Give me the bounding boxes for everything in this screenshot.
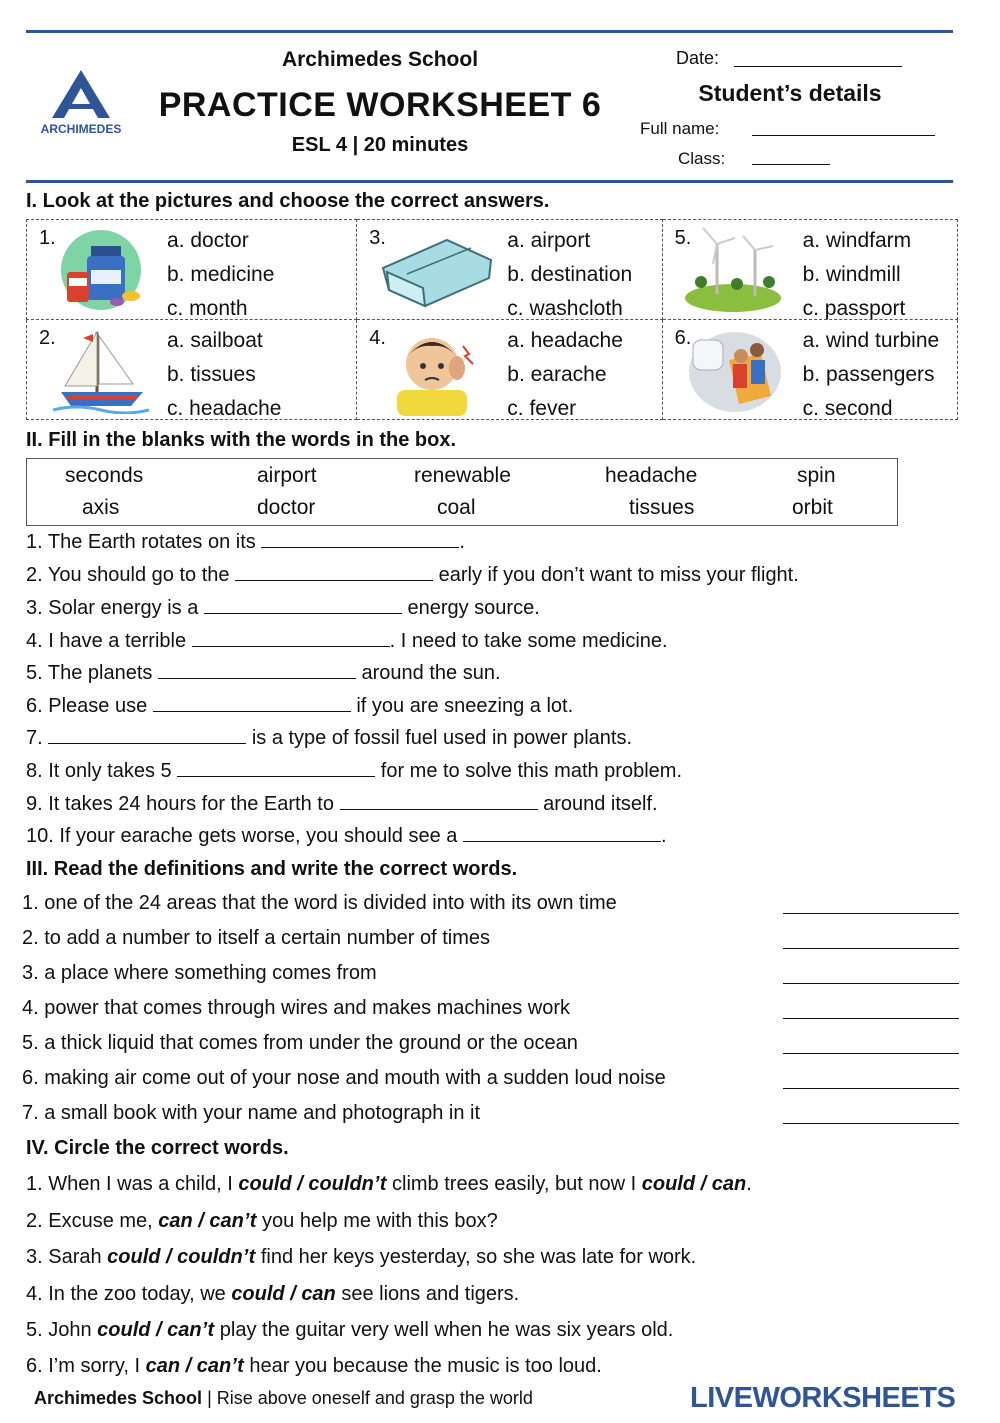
answer-option[interactable]: c. second xyxy=(802,397,893,420)
answer-option[interactable]: b. tissues xyxy=(167,363,256,386)
worksheet-subtitle: ESL 4 | 20 minutes xyxy=(291,134,469,156)
definition-line: 2. to add a number to itself a certain number of times xyxy=(22,927,491,949)
medicine-icon xyxy=(55,228,147,312)
section-2-title: II. Fill in the blanks with the words in the box. xyxy=(26,429,457,451)
word-box xyxy=(26,458,898,526)
fill-in-sentence: 4. I have a terrible . I need to take some medicine. xyxy=(26,630,668,652)
answer-option[interactable]: a. doctor xyxy=(167,229,249,252)
question-number: 6. xyxy=(674,327,692,349)
answer-option[interactable]: c. headache xyxy=(167,397,282,420)
definition-answer-blank[interactable] xyxy=(783,1018,959,1019)
footer-motto: | Rise above oneself and grasp the world xyxy=(207,1388,533,1408)
definition-line: 3. a place where something comes from xyxy=(22,962,377,984)
definition-answer-blank[interactable] xyxy=(783,1088,959,1089)
windfarm-icon xyxy=(683,224,783,314)
definition-answer-blank[interactable] xyxy=(783,983,959,984)
answer-blank[interactable] xyxy=(158,662,356,679)
answer-option[interactable]: c. fever xyxy=(507,397,577,420)
answer-option[interactable]: b. earache xyxy=(507,363,607,386)
circle-sentence: 2. Excuse me, can / can’t you help me with this box? xyxy=(26,1210,498,1232)
class-blank[interactable] xyxy=(752,164,830,165)
question-number: 4. xyxy=(369,327,386,349)
answer-option[interactable]: c. washcloth xyxy=(507,297,623,320)
earache-boy-icon xyxy=(387,324,477,416)
fill-in-sentence: 3. Solar energy is a energy source. xyxy=(26,597,540,619)
answer-blank[interactable] xyxy=(204,597,402,614)
choice-words[interactable]: could / can’t xyxy=(97,1319,215,1341)
section-4-title: IV. Circle the correct words. xyxy=(26,1137,289,1159)
answer-option[interactable]: a. headache xyxy=(507,329,623,352)
answer-option[interactable]: b. windmill xyxy=(802,263,901,286)
question-number: 5. xyxy=(674,227,692,249)
definition-answer-blank[interactable] xyxy=(783,1123,959,1124)
definition-answer-blank[interactable] xyxy=(783,913,959,914)
word-box-word: axis xyxy=(82,496,120,519)
washcloth-icon xyxy=(377,232,497,312)
sailboat-icon xyxy=(53,326,149,414)
footer xyxy=(34,1388,533,1409)
answer-option[interactable]: c. month xyxy=(167,297,248,320)
fill-in-sentence: 6. Please use if you are sneezing a lot. xyxy=(26,695,574,717)
answer-option[interactable]: c. passport xyxy=(802,297,906,320)
circle-sentence: 6. I’m sorry, I can / can’t hear you because the music is too loud. xyxy=(26,1355,602,1377)
answer-option[interactable]: a. sailboat xyxy=(167,329,263,352)
picture-question xyxy=(27,320,357,420)
fullname-blank[interactable] xyxy=(752,135,935,136)
choice-words[interactable]: can / can’t xyxy=(158,1210,257,1232)
question-number: 2. xyxy=(39,327,56,349)
answer-option[interactable]: a. airport xyxy=(507,229,591,252)
definition-line: 4. power that comes through wires and makes machines work xyxy=(22,997,571,1019)
word-box-word: orbit xyxy=(792,496,833,519)
definition-answer-blank[interactable] xyxy=(783,948,959,949)
section-3-title: III. Read the definitions and write the correct words. xyxy=(26,858,518,880)
fullname-label: Full name: xyxy=(640,119,720,138)
top-rule xyxy=(26,30,953,33)
fill-in-sentence: 10. If your earache gets worse, you should see a . xyxy=(26,825,667,847)
section-1-title: I. Look at the pictures and choose the correct answers. xyxy=(26,190,550,212)
circle-sentence: 3. Sarah could / couldn’t find her keys yesterday, so she was late for work. xyxy=(26,1246,697,1268)
picture-question xyxy=(662,320,957,420)
fill-in-sentence: 8. It only takes 5 for me to solve this math problem. xyxy=(26,760,682,782)
answer-blank[interactable] xyxy=(261,531,459,548)
word-box-word: headache xyxy=(605,464,698,487)
answer-option[interactable]: b. medicine xyxy=(167,263,275,286)
school-name: Archimedes School xyxy=(281,48,479,71)
fill-in-sentence: 7. is a type of fossil fuel used in power plants. xyxy=(26,727,633,749)
word-box-word: doctor xyxy=(257,496,316,519)
definition-line: 7. a small book with your name and photograph in it xyxy=(22,1102,481,1124)
choice-words[interactable]: could / can xyxy=(231,1283,336,1305)
worksheet-title: PRACTICE WORKSHEET 6 xyxy=(158,86,602,124)
answer-blank[interactable] xyxy=(48,727,246,744)
answer-option[interactable]: b. destination xyxy=(507,263,633,286)
answer-blank[interactable] xyxy=(192,630,390,647)
answer-option[interactable]: a. windfarm xyxy=(802,229,912,252)
circle-sentence: 5. John could / can’t play the guitar very well when he was six years old. xyxy=(26,1319,674,1341)
date-label: Date: xyxy=(676,48,720,68)
answer-blank[interactable] xyxy=(463,825,661,842)
student-details-heading: Student’s details xyxy=(698,80,882,106)
word-box-word: seconds xyxy=(65,464,144,487)
footer-school: Archimedes School xyxy=(34,1388,203,1408)
circle-sentence: 1. When I was a child, I could / couldn’t climb trees easily, but now I could / can. xyxy=(26,1173,752,1195)
picture-question xyxy=(27,220,357,320)
definition-line: 6. making air come out of your nose and mouth with a sudden loud noise xyxy=(22,1067,666,1089)
passengers-icon xyxy=(685,326,783,414)
answer-option[interactable]: a. wind turbine xyxy=(802,329,940,352)
answer-blank[interactable] xyxy=(235,564,433,581)
word-box-word: coal xyxy=(437,496,476,519)
header-bottom-rule xyxy=(26,180,953,183)
answer-blank[interactable] xyxy=(153,695,351,712)
picture-questions-grid xyxy=(26,219,958,420)
fill-in-sentence: 5. The planets around the sun. xyxy=(26,662,501,684)
fill-in-sentence: 2. You should go to the early if you don’t want to miss your flight. xyxy=(26,564,799,586)
picture-question xyxy=(357,320,662,420)
definition-line: 5. a thick liquid that comes from under the ground or the ocean xyxy=(22,1032,578,1054)
fill-in-sentence: 9. It takes 24 hours for the Earth to around itself. xyxy=(26,793,658,815)
picture-question xyxy=(357,220,662,320)
logo-text: ARCHIMEDES xyxy=(40,122,122,136)
choice-words[interactable]: could / couldn’t xyxy=(107,1246,256,1268)
definition-line: 1. one of the 24 areas that the word is divided into with its own time xyxy=(22,892,617,914)
answer-blank[interactable] xyxy=(340,793,538,810)
word-box-word: tissues xyxy=(629,496,695,519)
answer-blank[interactable] xyxy=(177,760,375,777)
word-box-word: spin xyxy=(797,464,836,487)
class-label: Class: xyxy=(678,149,726,168)
word-box-word: renewable xyxy=(414,464,511,487)
date-blank[interactable] xyxy=(734,66,902,67)
choice-words[interactable]: could / couldn’t xyxy=(238,1173,387,1195)
circle-sentence: 4. In the zoo today, we could / can see lions and tigers. xyxy=(26,1283,520,1305)
choice-words[interactable]: can / can’t xyxy=(145,1355,244,1377)
picture-question xyxy=(662,220,957,320)
choice-words[interactable]: could / can xyxy=(641,1173,747,1195)
answer-option[interactable]: b. passengers xyxy=(802,363,935,386)
definition-answer-blank[interactable] xyxy=(783,1053,959,1054)
archimedes-logo-icon xyxy=(48,68,114,122)
question-number: 1. xyxy=(39,227,56,249)
fill-in-sentence: 1. The Earth rotates on its . xyxy=(26,531,465,553)
question-number: 3. xyxy=(369,227,386,249)
word-box-word: airport xyxy=(257,464,317,487)
liveworksheets-logo: LIVEWORKSHEETS xyxy=(690,1382,956,1414)
